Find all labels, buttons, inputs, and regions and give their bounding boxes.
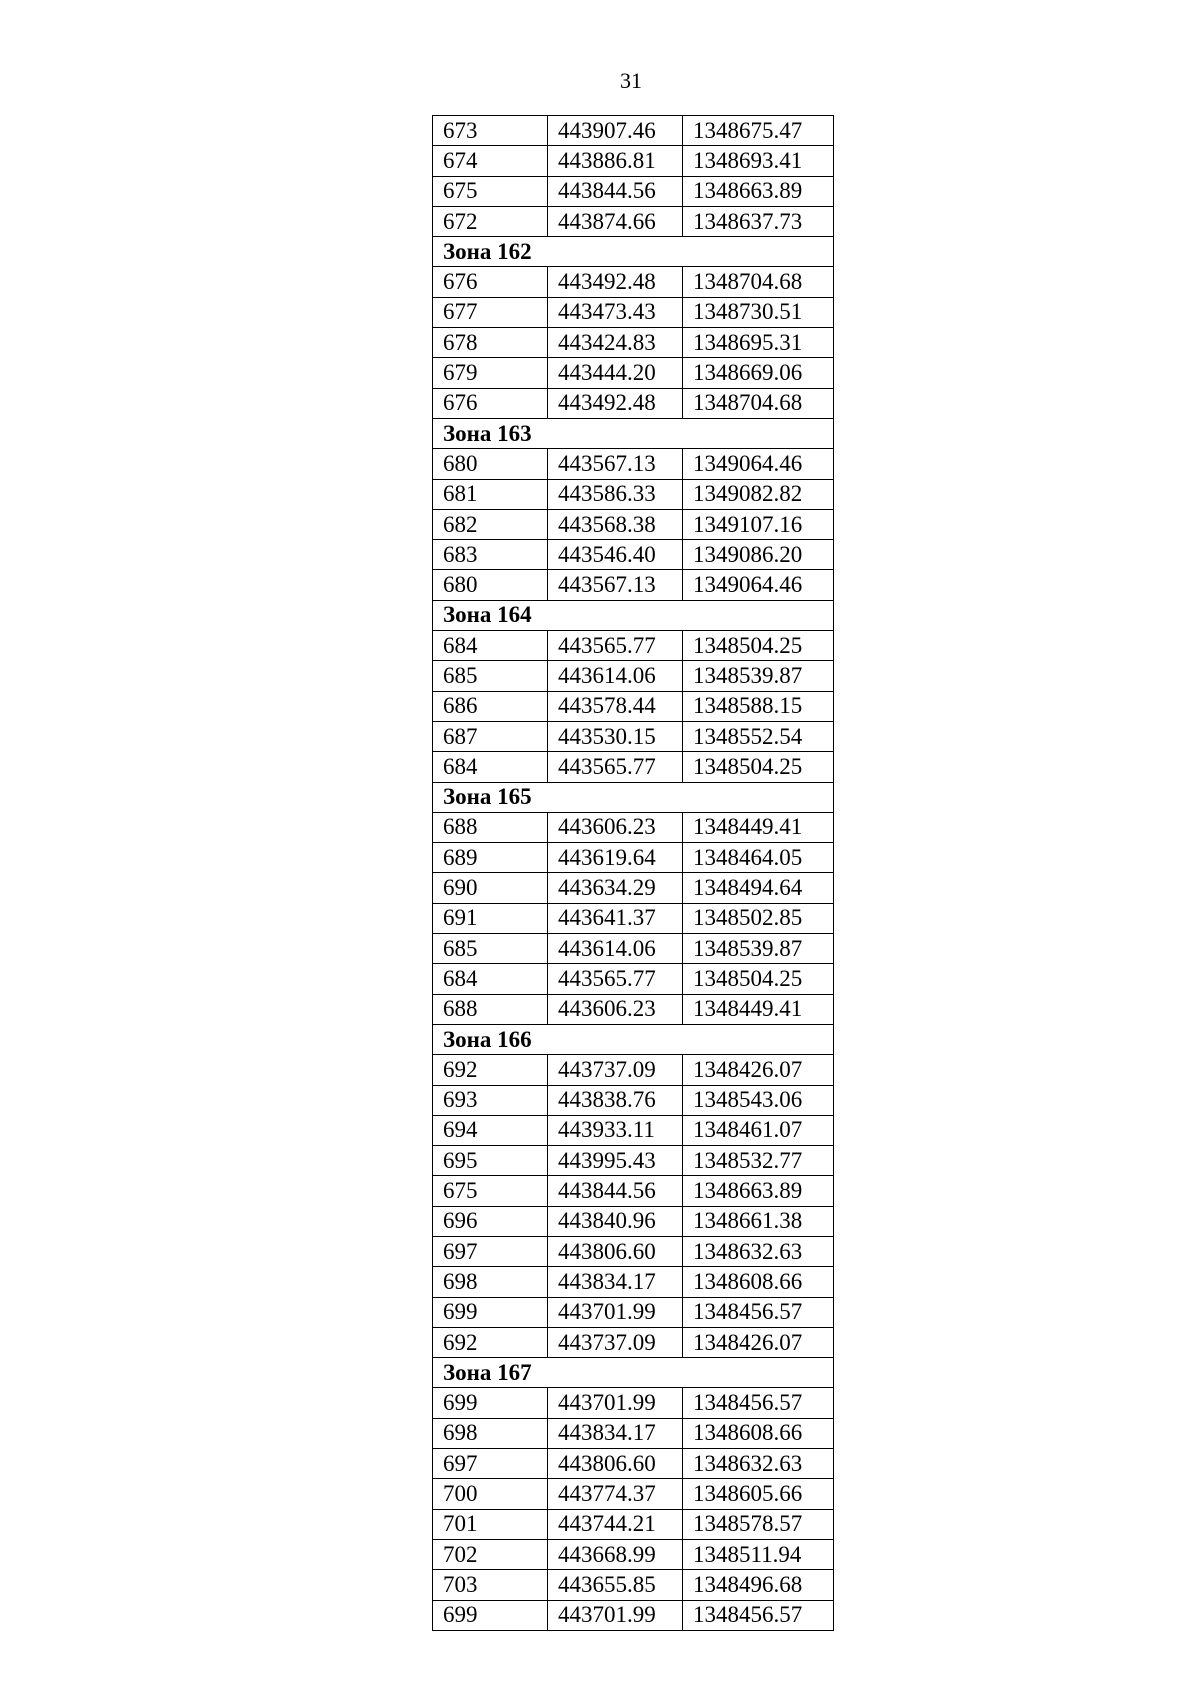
x-coordinate-cell: 443834.17 [548, 1418, 683, 1448]
table-row [433, 1297, 834, 1327]
point-number-cell: 691 [433, 903, 548, 933]
y-coordinate-cell: 1348464.05 [683, 843, 834, 873]
x-coordinate-cell: 443907.46 [548, 116, 683, 146]
point-number-cell: 674 [433, 146, 548, 176]
table-row [433, 691, 834, 721]
point-number-cell: 698 [433, 1267, 548, 1297]
coordinates-table-body [433, 116, 834, 1631]
table-row [433, 146, 834, 176]
table-row [433, 206, 834, 236]
y-coordinate-cell: 1348675.47 [683, 116, 834, 146]
point-number-cell: 685 [433, 661, 548, 691]
point-number-cell: 694 [433, 1115, 548, 1145]
point-number-cell: 684 [433, 752, 548, 782]
zone-heading: Зона 163 [433, 418, 834, 448]
y-coordinate-cell: 1349107.16 [683, 509, 834, 539]
point-number-cell: 686 [433, 691, 548, 721]
table-row [433, 1267, 834, 1297]
point-number-cell: 699 [433, 1388, 548, 1418]
y-coordinate-cell: 1348456.57 [683, 1297, 834, 1327]
y-coordinate-cell: 1348663.89 [683, 176, 834, 206]
point-number-cell: 699 [433, 1297, 548, 1327]
table-row [433, 1600, 834, 1630]
x-coordinate-cell: 443606.23 [548, 994, 683, 1024]
point-number-cell: 681 [433, 479, 548, 509]
table-row [433, 903, 834, 933]
table-row [433, 1539, 834, 1569]
x-coordinate-cell: 443473.43 [548, 297, 683, 327]
y-coordinate-cell: 1349082.82 [683, 479, 834, 509]
y-coordinate-cell: 1348456.57 [683, 1600, 834, 1630]
table-row [433, 388, 834, 418]
table-row [433, 994, 834, 1024]
y-coordinate-cell: 1348539.87 [683, 661, 834, 691]
point-number-cell: 689 [433, 843, 548, 873]
x-coordinate-cell: 443565.77 [548, 631, 683, 661]
coordinates-table [432, 115, 834, 1631]
x-coordinate-cell: 443806.60 [548, 1236, 683, 1266]
y-coordinate-cell: 1348426.07 [683, 1055, 834, 1085]
page-number: 31 [620, 68, 642, 93]
point-number-cell: 685 [433, 934, 548, 964]
point-number-cell: 687 [433, 721, 548, 751]
point-number-cell: 692 [433, 1327, 548, 1357]
y-coordinate-cell: 1348504.25 [683, 964, 834, 994]
x-coordinate-cell: 443701.99 [548, 1388, 683, 1418]
x-coordinate-cell: 443586.33 [548, 479, 683, 509]
x-coordinate-cell: 443530.15 [548, 721, 683, 751]
x-coordinate-cell: 443565.77 [548, 752, 683, 782]
table-row [433, 661, 834, 691]
x-coordinate-cell: 443806.60 [548, 1449, 683, 1479]
table-row [433, 1509, 834, 1539]
point-number-cell: 692 [433, 1055, 548, 1085]
y-coordinate-cell: 1348605.66 [683, 1479, 834, 1509]
point-number-cell: 675 [433, 176, 548, 206]
x-coordinate-cell: 443844.56 [548, 1176, 683, 1206]
y-coordinate-cell: 1348608.66 [683, 1267, 834, 1297]
y-coordinate-cell: 1348496.68 [683, 1570, 834, 1600]
zone-heading-row [433, 418, 834, 448]
x-coordinate-cell: 443995.43 [548, 1146, 683, 1176]
zone-heading-row [433, 600, 834, 630]
point-number-cell: 676 [433, 267, 548, 297]
table-row [433, 752, 834, 782]
y-coordinate-cell: 1348449.41 [683, 994, 834, 1024]
point-number-cell: 696 [433, 1206, 548, 1236]
y-coordinate-cell: 1348449.41 [683, 812, 834, 842]
table-row [433, 721, 834, 751]
point-number-cell: 677 [433, 297, 548, 327]
table-row [433, 116, 834, 146]
point-number-cell: 700 [433, 1479, 548, 1509]
x-coordinate-cell: 443641.37 [548, 903, 683, 933]
y-coordinate-cell: 1348608.66 [683, 1418, 834, 1448]
table-row [433, 812, 834, 842]
table-row [433, 873, 834, 903]
x-coordinate-cell: 443492.48 [548, 267, 683, 297]
x-coordinate-cell: 443834.17 [548, 1267, 683, 1297]
point-number-cell: 679 [433, 358, 548, 388]
y-coordinate-cell: 1348504.25 [683, 631, 834, 661]
x-coordinate-cell: 443933.11 [548, 1115, 683, 1145]
x-coordinate-cell: 443844.56 [548, 176, 683, 206]
zone-heading: Зона 164 [433, 600, 834, 630]
zone-heading: Зона 165 [433, 782, 834, 812]
y-coordinate-cell: 1348461.07 [683, 1115, 834, 1145]
table-row [433, 843, 834, 873]
point-number-cell: 698 [433, 1418, 548, 1448]
table-row [433, 1085, 834, 1115]
point-number-cell: 702 [433, 1539, 548, 1569]
y-coordinate-cell: 1348502.85 [683, 903, 834, 933]
table-row [433, 1055, 834, 1085]
y-coordinate-cell: 1348695.31 [683, 328, 834, 358]
x-coordinate-cell: 443614.06 [548, 934, 683, 964]
point-number-cell: 699 [433, 1600, 548, 1630]
point-number-cell: 684 [433, 631, 548, 661]
x-coordinate-cell: 443655.85 [548, 1570, 683, 1600]
point-number-cell: 682 [433, 509, 548, 539]
x-coordinate-cell: 443546.40 [548, 540, 683, 570]
y-coordinate-cell: 1348504.25 [683, 752, 834, 782]
point-number-cell: 678 [433, 328, 548, 358]
table-row [433, 1327, 834, 1357]
x-coordinate-cell: 443444.20 [548, 358, 683, 388]
y-coordinate-cell: 1348539.87 [683, 934, 834, 964]
table-row [433, 1388, 834, 1418]
y-coordinate-cell: 1348704.68 [683, 267, 834, 297]
y-coordinate-cell: 1348704.68 [683, 388, 834, 418]
point-number-cell: 688 [433, 812, 548, 842]
zone-heading: Зона 166 [433, 1024, 834, 1054]
table-row [433, 176, 834, 206]
table-row [433, 1570, 834, 1600]
table-row [433, 358, 834, 388]
x-coordinate-cell: 443774.37 [548, 1479, 683, 1509]
y-coordinate-cell: 1348532.77 [683, 1146, 834, 1176]
table-row [433, 570, 834, 600]
x-coordinate-cell: 443737.09 [548, 1055, 683, 1085]
table-row [433, 328, 834, 358]
y-coordinate-cell: 1348663.89 [683, 1176, 834, 1206]
zone-heading: Зона 162 [433, 237, 834, 267]
table-row [433, 449, 834, 479]
y-coordinate-cell: 1348588.15 [683, 691, 834, 721]
table-row [433, 1479, 834, 1509]
table-row [433, 267, 834, 297]
table-row [433, 631, 834, 661]
x-coordinate-cell: 443737.09 [548, 1327, 683, 1357]
x-coordinate-cell: 443614.06 [548, 661, 683, 691]
table-row [433, 1115, 834, 1145]
x-coordinate-cell: 443634.29 [548, 873, 683, 903]
zone-heading-row [433, 237, 834, 267]
zone-heading-row [433, 1024, 834, 1054]
point-number-cell: 697 [433, 1236, 548, 1266]
y-coordinate-cell: 1348661.38 [683, 1206, 834, 1236]
point-number-cell: 683 [433, 540, 548, 570]
x-coordinate-cell: 443606.23 [548, 812, 683, 842]
table-row [433, 509, 834, 539]
x-coordinate-cell: 443565.77 [548, 964, 683, 994]
x-coordinate-cell: 443578.44 [548, 691, 683, 721]
y-coordinate-cell: 1348494.64 [683, 873, 834, 903]
x-coordinate-cell: 443567.13 [548, 449, 683, 479]
point-number-cell: 690 [433, 873, 548, 903]
point-number-cell: 673 [433, 116, 548, 146]
table-row [433, 297, 834, 327]
x-coordinate-cell: 443619.64 [548, 843, 683, 873]
y-coordinate-cell: 1349064.46 [683, 449, 834, 479]
zone-heading: Зона 167 [433, 1358, 834, 1388]
table-row [433, 540, 834, 570]
y-coordinate-cell: 1349064.46 [683, 570, 834, 600]
x-coordinate-cell: 443874.66 [548, 206, 683, 236]
table-row [433, 1146, 834, 1176]
zone-heading-row [433, 1358, 834, 1388]
point-number-cell: 680 [433, 570, 548, 600]
point-number-cell: 693 [433, 1085, 548, 1115]
point-number-cell: 675 [433, 1176, 548, 1206]
table-row [433, 479, 834, 509]
x-coordinate-cell: 443668.99 [548, 1539, 683, 1569]
point-number-cell: 672 [433, 206, 548, 236]
table-row [433, 1449, 834, 1479]
y-coordinate-cell: 1348669.06 [683, 358, 834, 388]
x-coordinate-cell: 443886.81 [548, 146, 683, 176]
y-coordinate-cell: 1348456.57 [683, 1388, 834, 1418]
point-number-cell: 684 [433, 964, 548, 994]
x-coordinate-cell: 443838.76 [548, 1085, 683, 1115]
table-row [433, 964, 834, 994]
y-coordinate-cell: 1349086.20 [683, 540, 834, 570]
x-coordinate-cell: 443701.99 [548, 1297, 683, 1327]
point-number-cell: 701 [433, 1509, 548, 1539]
y-coordinate-cell: 1348632.63 [683, 1449, 834, 1479]
point-number-cell: 680 [433, 449, 548, 479]
point-number-cell: 703 [433, 1570, 548, 1600]
y-coordinate-cell: 1348543.06 [683, 1085, 834, 1115]
table-row [433, 1236, 834, 1266]
x-coordinate-cell: 443744.21 [548, 1509, 683, 1539]
point-number-cell: 676 [433, 388, 548, 418]
x-coordinate-cell: 443424.83 [548, 328, 683, 358]
y-coordinate-cell: 1348578.57 [683, 1509, 834, 1539]
x-coordinate-cell: 443840.96 [548, 1206, 683, 1236]
y-coordinate-cell: 1348426.07 [683, 1327, 834, 1357]
x-coordinate-cell: 443492.48 [548, 388, 683, 418]
table-row [433, 934, 834, 964]
x-coordinate-cell: 443568.38 [548, 509, 683, 539]
table-row [433, 1418, 834, 1448]
y-coordinate-cell: 1348693.41 [683, 146, 834, 176]
zone-heading-row [433, 782, 834, 812]
y-coordinate-cell: 1348632.63 [683, 1236, 834, 1266]
y-coordinate-cell: 1348552.54 [683, 721, 834, 751]
table-row [433, 1206, 834, 1236]
y-coordinate-cell: 1348511.94 [683, 1539, 834, 1569]
x-coordinate-cell: 443701.99 [548, 1600, 683, 1630]
y-coordinate-cell: 1348730.51 [683, 297, 834, 327]
table-row [433, 1176, 834, 1206]
point-number-cell: 697 [433, 1449, 548, 1479]
y-coordinate-cell: 1348637.73 [683, 206, 834, 236]
x-coordinate-cell: 443567.13 [548, 570, 683, 600]
point-number-cell: 688 [433, 994, 548, 1024]
point-number-cell: 695 [433, 1146, 548, 1176]
